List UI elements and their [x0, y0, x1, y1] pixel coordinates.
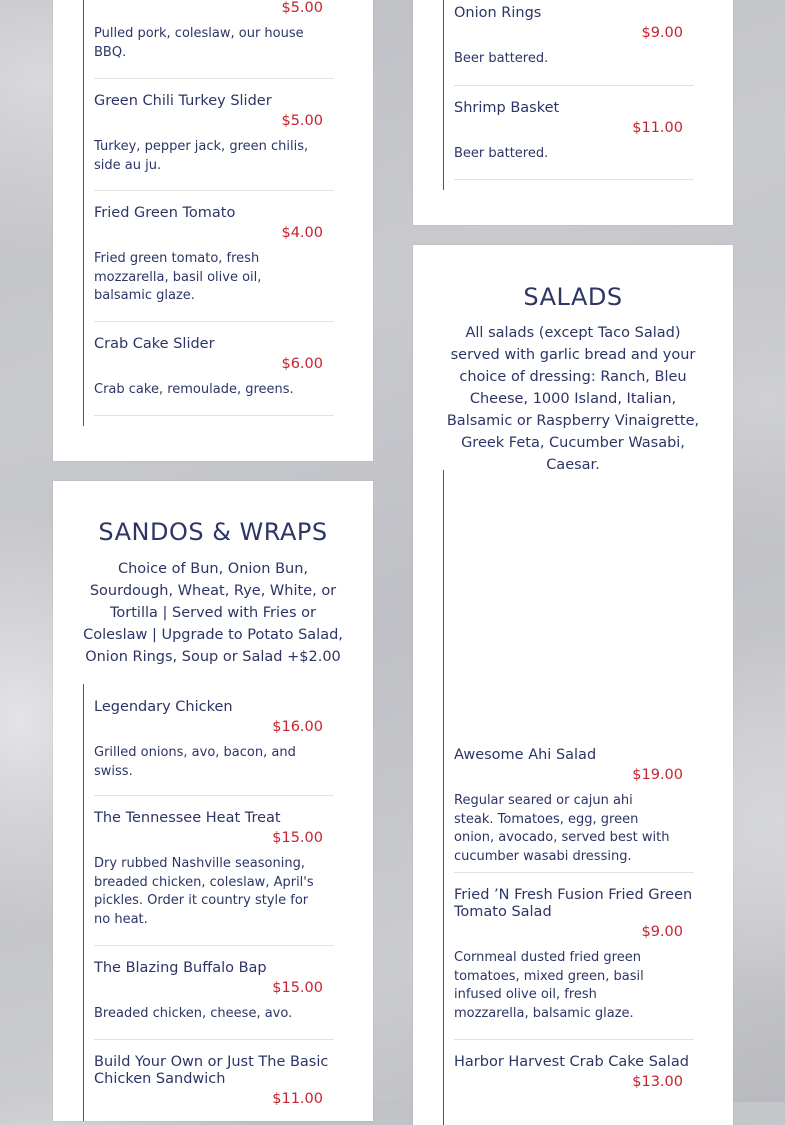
item-price: $13.00 [632, 1074, 683, 1090]
item-price: $6.00 [281, 356, 323, 372]
item-name: Harbor Harvest Crab Cake Salad [454, 1054, 689, 1070]
item-price: $15.00 [272, 830, 323, 846]
item-description: Crab cake, remoulade, greens. [94, 382, 294, 397]
menu-item [94, 684, 334, 796]
item-description: Breaded chicken, cheese, avo. [94, 1006, 293, 1021]
item-description: Beer battered. [454, 146, 549, 161]
item-name: Fried ’N Fresh Fusion Fried Green Tomato Salad [454, 887, 693, 920]
item-price: $19.00 [632, 767, 683, 783]
item-name: The Blazing Buffalo Bap [94, 960, 267, 976]
sliders-list [83, 0, 344, 426]
section-description: All salads (except Taco Salad) served with garlic bread and your choice of dressing: Ranch, Bleu Cheese, 1000 Island, Italian, Balsamic or Raspberry Vinaigrette, Greek Feta, Cucumber Wasabi, Caesar. [446, 325, 700, 473]
item-name: Build Your Own or Just The Basic Chicken Sandwich [94, 1054, 329, 1087]
menu-item [454, 0, 694, 86]
item-name: The Tennessee Heat Treat [94, 810, 281, 826]
menu-item [454, 1039, 694, 1109]
item-name: Crab Cake Slider [94, 336, 215, 352]
item-description: Cornmeal dusted fried green tomatoes, mixed green, basil infused olive oil, fresh mozzarella, balsamic glaze. [454, 950, 644, 1021]
item-name: Legendary Chicken [94, 699, 233, 715]
item-price: $16.00 [272, 719, 323, 735]
item-description: Fried green tomato, fresh mozzarella, basil olive oil, balsamic glaze. [94, 251, 262, 303]
sliders-card [53, 0, 373, 461]
item-price: $4.00 [281, 225, 323, 241]
item-description: Regular seared or cajun ahi steak. Tomatoes, egg, green onion, avocado, served best with cucumber wasabi dressing. [454, 793, 670, 864]
item-name: Green Chili Turkey Slider [94, 93, 272, 109]
item-name: Onion Rings [454, 5, 542, 21]
item-price: $11.00 [272, 1091, 323, 1107]
item-name: Fried Green Tomato [94, 205, 236, 221]
section-title: SANDOS & WRAPS [98, 518, 328, 546]
menu-item [454, 85, 694, 180]
menu-item [454, 872, 694, 1040]
item-price: $9.00 [641, 924, 683, 940]
menu-item [94, 321, 334, 416]
item-description: Turkey, pepper jack, green chilis, side au ju. [94, 139, 309, 173]
section-title: SALADS [523, 283, 623, 311]
menu-item [94, 0, 334, 79]
baskets-list [443, 0, 704, 190]
sandos-list [83, 684, 344, 1121]
item-name: Awesome Ahi Salad [454, 747, 597, 763]
item-price: $15.00 [272, 980, 323, 996]
item-description: Pulled pork, coleslaw, our house BBQ. [94, 26, 304, 60]
menu-item [454, 732, 694, 873]
salads-list [443, 470, 704, 1125]
menu-item [94, 190, 334, 322]
salads-card [413, 245, 733, 1125]
item-price: $9.00 [641, 25, 683, 41]
item-description: Beer battered. [454, 51, 549, 66]
item-price: $5.00 [281, 0, 323, 16]
sandos-card [53, 481, 373, 1121]
item-price: $11.00 [632, 120, 683, 136]
menu-item [94, 1039, 334, 1121]
item-price: $5.00 [281, 113, 323, 129]
item-description: Dry rubbed Nashville seasoning, breaded chicken, coleslaw, April's pickles. Order it country style for no heat. [94, 856, 314, 927]
menu-item [94, 78, 334, 191]
item-name: Shrimp Basket [454, 100, 560, 116]
menu-item [94, 795, 334, 946]
menu-item [94, 945, 334, 1040]
baskets-card [413, 0, 733, 225]
item-description: Grilled onions, avo, bacon, and swiss. [94, 745, 296, 779]
section-description: Choice of Bun, Onion Bun, Sourdough, Wheat, Rye, White, or Tortilla | Served with Fries or Coleslaw | Upgrade to Potato Salad, Onion Rings, Soup or Salad +$2.00 [83, 561, 343, 665]
